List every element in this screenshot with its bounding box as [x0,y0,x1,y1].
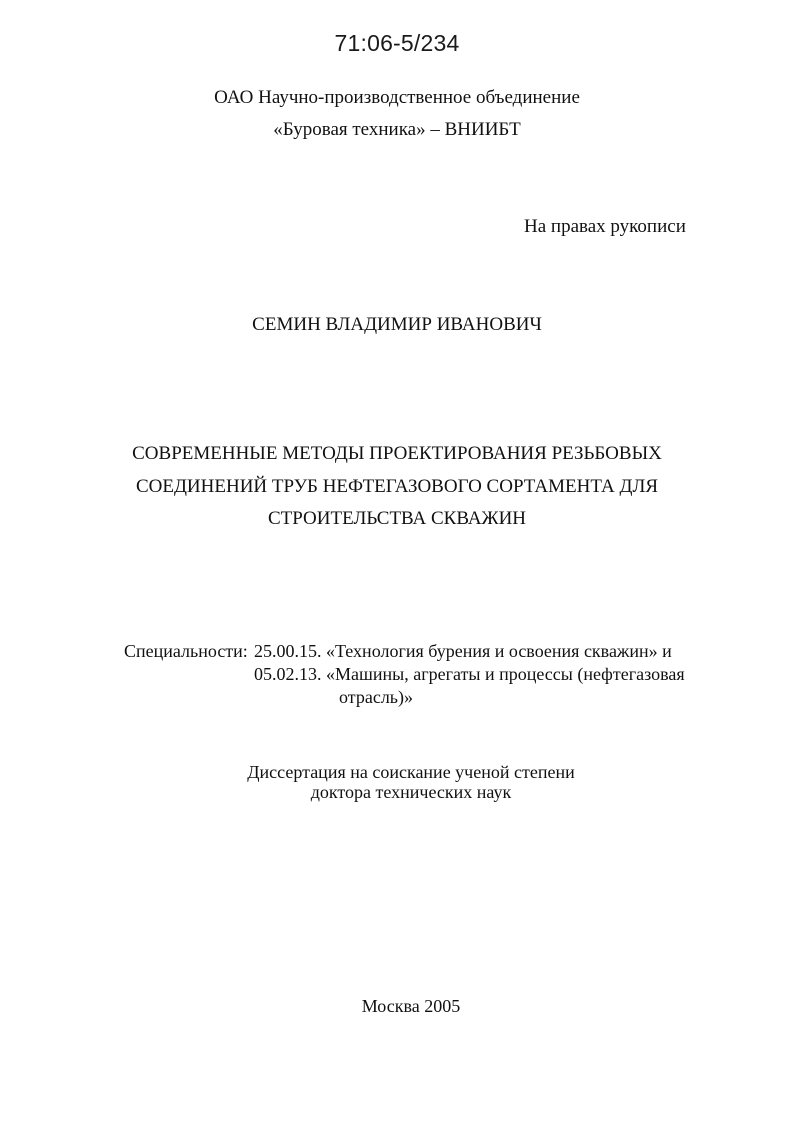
degree-line-1: Диссертация на соискание ученой степени [247,762,575,782]
title-line-1: СОВРЕМЕННЫЕ МЕТОДЫ ПРОЕКТИРОВАНИЯ РЕЗЬБОВЫХ [132,443,662,464]
organization-line-1: ОАО Научно-производственное объединение [214,87,580,108]
degree-line-2: доктора технических наук [310,782,512,802]
author-name: СЕМИН ВЛАДИМИР ИВАНОВИЧ [252,314,542,335]
catalog-code: 71:06-5/234 [334,30,460,56]
organization-line-2: «Буровая техника» – ВНИИБТ [273,119,521,140]
rights-notice: На правах рукописи [524,216,686,237]
specialty-line-2: 05.02.13. «Машины, агрегаты и процессы (нефтегазовая [254,664,685,684]
specialty-line-3: отрасль)» [339,687,414,707]
specialty-line-1: 25.00.15. «Технология бурения и освоения скважин» и [254,641,672,661]
title-line-2: СОЕДИНЕНИЙ ТРУБ НЕФТЕГАЗОВОГО СОРТАМЕНТА ДЛЯ [135,476,659,497]
specialties-label: Специальности: [124,641,248,661]
place-and-year: Москва 2005 [361,996,461,1016]
title-line-3: СТРОИТЕЛЬСТВА СКВАЖИН [267,508,527,529]
